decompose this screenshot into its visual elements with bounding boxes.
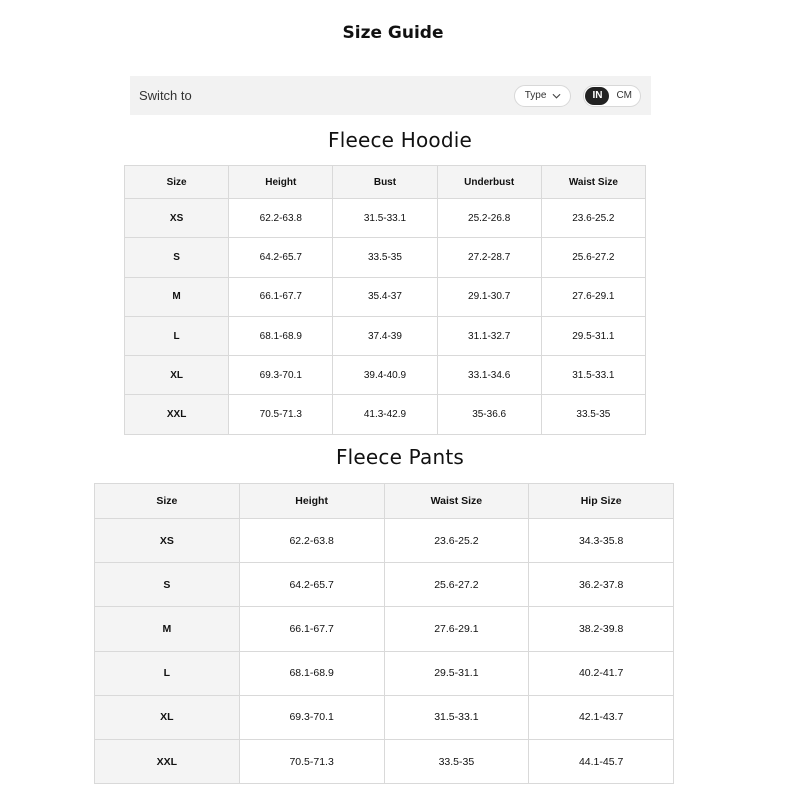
size-label-cell: XXL [125, 395, 229, 434]
column-header: Size [95, 484, 240, 519]
table-row [125, 356, 646, 395]
table-row [125, 316, 646, 355]
size-label-cell: M [125, 277, 229, 316]
switch-label: Switch to [139, 88, 192, 103]
page-title: Size Guide [342, 23, 444, 43]
measurement-cell: 66.1-67.7 [229, 277, 333, 316]
measurement-cell: 66.1-67.7 [239, 607, 384, 651]
measurement-cell: 25.6-27.2 [384, 563, 529, 607]
type-select-label: Type [524, 90, 547, 101]
measurement-cell: 31.5-33.1 [384, 695, 529, 739]
type-select[interactable] [514, 85, 572, 107]
table-row [125, 238, 646, 277]
table-row [95, 607, 674, 651]
measurement-cell: 25.6-27.2 [541, 238, 645, 277]
measurement-cell: 33.1-34.6 [437, 356, 541, 395]
measurement-cell: 41.3-42.9 [333, 395, 437, 434]
table-row [95, 563, 674, 607]
size-label-cell: S [125, 238, 229, 277]
measurement-cell: 33.5-35 [384, 739, 529, 783]
measurement-cell: 31.5-33.1 [541, 356, 645, 395]
column-header: Waist Size [541, 166, 645, 199]
size-label-cell: XXL [95, 739, 240, 783]
measurement-cell: 35-36.6 [437, 395, 541, 434]
chevron-down-icon [552, 93, 561, 99]
measurement-cell: 29.1-30.7 [437, 277, 541, 316]
size-label-cell: L [95, 651, 240, 695]
column-header: Bust [333, 166, 437, 199]
measurement-cell: 44.1-45.7 [529, 739, 674, 783]
measurement-cell: 27.2-28.7 [437, 238, 541, 277]
measurement-cell: 33.5-35 [541, 395, 645, 434]
table-row [125, 199, 646, 238]
measurement-cell: 37.4-39 [333, 316, 437, 355]
table-row [95, 695, 674, 739]
measurement-cell: 36.2-37.8 [529, 563, 674, 607]
size-label-cell: XL [125, 356, 229, 395]
column-header: Height [229, 166, 333, 199]
size-label-cell: S [95, 563, 240, 607]
measurement-cell: 27.6-29.1 [541, 277, 645, 316]
column-header: Waist Size [384, 484, 529, 519]
hoodie-section-title: Fleece Hoodie [328, 128, 472, 152]
measurement-cell: 23.6-25.2 [384, 519, 529, 563]
size-label-cell: XS [125, 199, 229, 238]
column-header: Underbust [437, 166, 541, 199]
measurement-cell: 40.2-41.7 [529, 651, 674, 695]
measurement-cell: 62.2-63.8 [229, 199, 333, 238]
measurement-cell: 38.2-39.8 [529, 607, 674, 651]
measurement-cell: 34.3-35.8 [529, 519, 674, 563]
size-label-cell: L [125, 316, 229, 355]
table-row [95, 651, 674, 695]
measurement-cell: 70.5-71.3 [239, 739, 384, 783]
table-row [95, 739, 674, 783]
measurement-cell: 27.6-29.1 [384, 607, 529, 651]
unit-toggle[interactable] [583, 85, 641, 107]
table-row [95, 519, 674, 563]
measurement-cell: 31.5-33.1 [333, 199, 437, 238]
size-label-cell: M [95, 607, 240, 651]
size-label-cell: XL [95, 695, 240, 739]
measurement-cell: 29.5-31.1 [384, 651, 529, 695]
unit-switch-bar [130, 76, 651, 115]
unit-option-cm[interactable]: CM [616, 89, 632, 101]
table-header-row [95, 484, 674, 519]
measurement-cell: 42.1-43.7 [529, 695, 674, 739]
size-label-cell: XS [95, 519, 240, 563]
measurement-cell: 69.3-70.1 [229, 356, 333, 395]
measurement-cell: 35.4-37 [333, 277, 437, 316]
measurement-cell: 23.6-25.2 [541, 199, 645, 238]
pants-section-title: Fleece Pants [335, 445, 465, 469]
column-header: Size [125, 166, 229, 199]
measurement-cell: 68.1-68.9 [229, 316, 333, 355]
measurement-cell: 25.2-26.8 [437, 199, 541, 238]
table-header-row [125, 166, 646, 199]
column-header: Hip Size [529, 484, 674, 519]
unit-option-in[interactable]: IN [585, 87, 609, 105]
measurement-cell: 64.2-65.7 [239, 563, 384, 607]
measurement-cell: 31.1-32.7 [437, 316, 541, 355]
measurement-cell: 39.4-40.9 [333, 356, 437, 395]
measurement-cell: 29.5-31.1 [541, 316, 645, 355]
table-row [125, 277, 646, 316]
measurement-cell: 33.5-35 [333, 238, 437, 277]
measurement-cell: 62.2-63.8 [239, 519, 384, 563]
pants-size-table [94, 483, 674, 784]
measurement-cell: 70.5-71.3 [229, 395, 333, 434]
measurement-cell: 68.1-68.9 [239, 651, 384, 695]
measurement-cell: 69.3-70.1 [239, 695, 384, 739]
column-header: Height [239, 484, 384, 519]
table-row [125, 395, 646, 434]
measurement-cell: 64.2-65.7 [229, 238, 333, 277]
hoodie-size-table [124, 165, 646, 435]
